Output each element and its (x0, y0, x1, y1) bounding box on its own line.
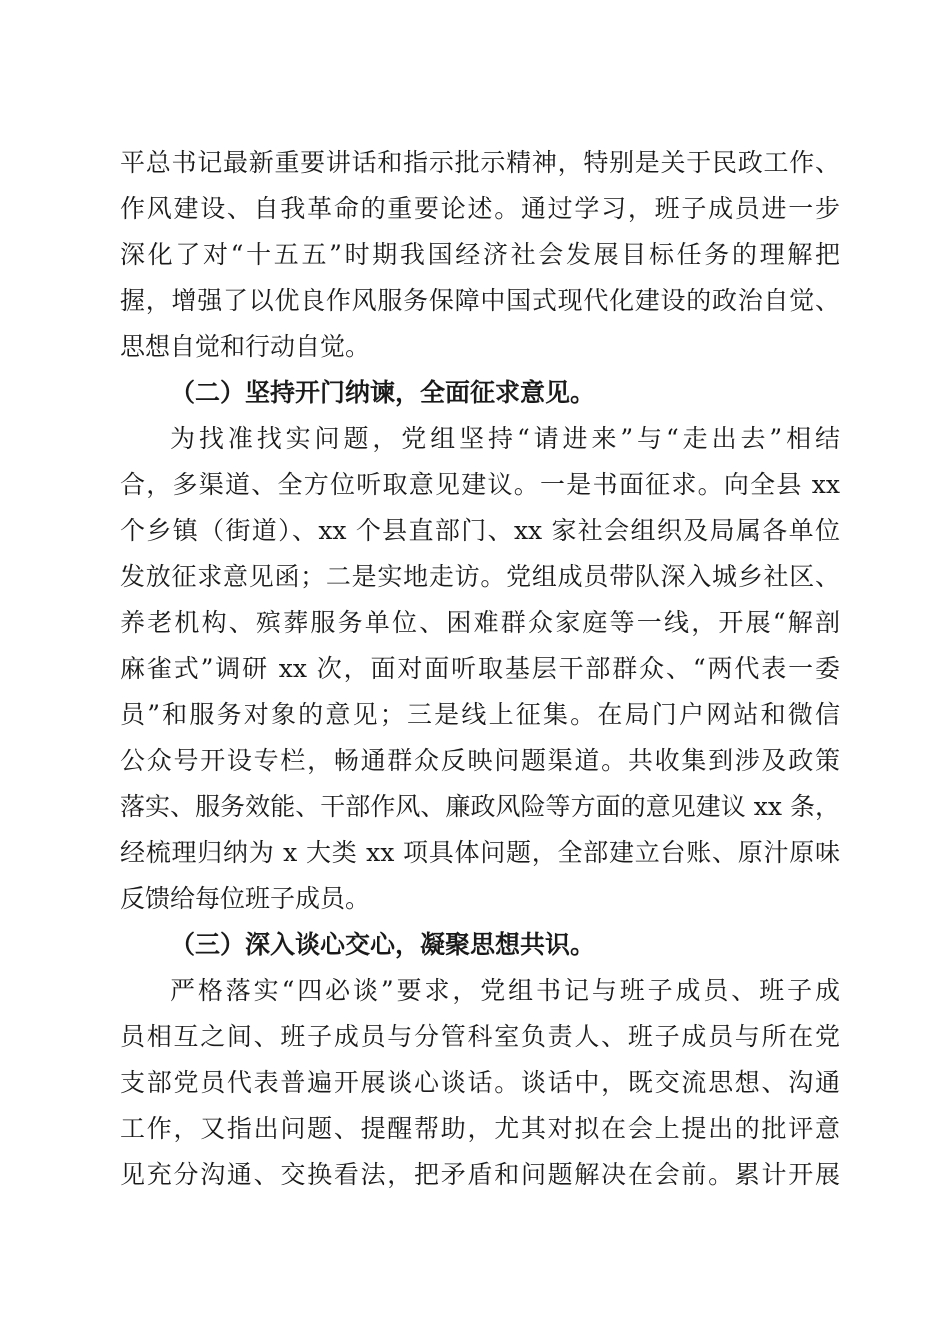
section-heading: （二）坚持开门纳谏，全面征求意见。 (170, 378, 596, 407)
text-line: 支部党员代表普遍开展谈心谈话。谈话中，既交流思想、沟通 (120, 1068, 840, 1097)
text-line: 麻雀式”调研 xx 次，面对面听取基层干部群众、“两代表一委 (120, 654, 840, 683)
text-line: 个乡镇（街道）、xx 个县直部门、xx 家社会组织及局属各单位 (120, 516, 840, 545)
paragraph-first-line: 严格落实“四必谈”要求，党组书记与班子成员、班子成 (170, 976, 840, 1005)
text-line: 公众号开设专栏，畅通群众反映问题渠道。共收集到涉及政策 (120, 746, 840, 775)
text-line: 平总书记最新重要讲话和指示批示精神，特别是关于民政工作、 (120, 148, 840, 177)
text-line: 经梳理归纳为 x 大类 xx 项具体问题，全部建立台账、原汁原味 (120, 838, 840, 867)
text-line: 员相互之间、班子成员与分管科室负责人、班子成员与所在党 (120, 1022, 840, 1051)
text-line: 落实、服务效能、干部作风、廉政风险等方面的意见建议 xx 条， (120, 792, 840, 821)
text-line: 合，多渠道、全方位听取意见建议。一是书面征求。向全县 xx (120, 470, 840, 499)
text-line: 养老机构、殡葬服务单位、困难群众家庭等一线，开展“解剖 (120, 608, 840, 637)
text-line: 深化了对“十五五”时期我国经济社会发展目标任务的理解把 (120, 240, 840, 269)
text-line: 作风建设、自我革命的重要论述。通过学习，班子成员进一步 (120, 194, 840, 223)
text-line: 员”和服务对象的意见；三是线上征集。在局门户网站和微信 (120, 700, 840, 729)
text-line: 握，增强了以优良作风服务保障中国式现代化建设的政治自觉、 (120, 286, 840, 315)
text-line: 反馈给每位班子成员。 (120, 884, 371, 913)
text-line: 发放征求意见函；二是实地走访。党组成员带队深入城乡社区、 (120, 562, 840, 591)
section-heading: （三）深入谈心交心，凝聚思想共识。 (170, 930, 596, 959)
text-line: 工作，又指出问题、提醒帮助，尤其对拟在会上提出的批评意 (120, 1114, 840, 1143)
paragraph-first-line: 为找准找实问题，党组坚持“请进来”与“走出去”相结 (170, 424, 840, 453)
text-line: 见充分沟通、交换看法，把矛盾和问题解决在会前。累计开展 (120, 1160, 840, 1189)
text-line: 思想自觉和行动自觉。 (120, 332, 371, 361)
